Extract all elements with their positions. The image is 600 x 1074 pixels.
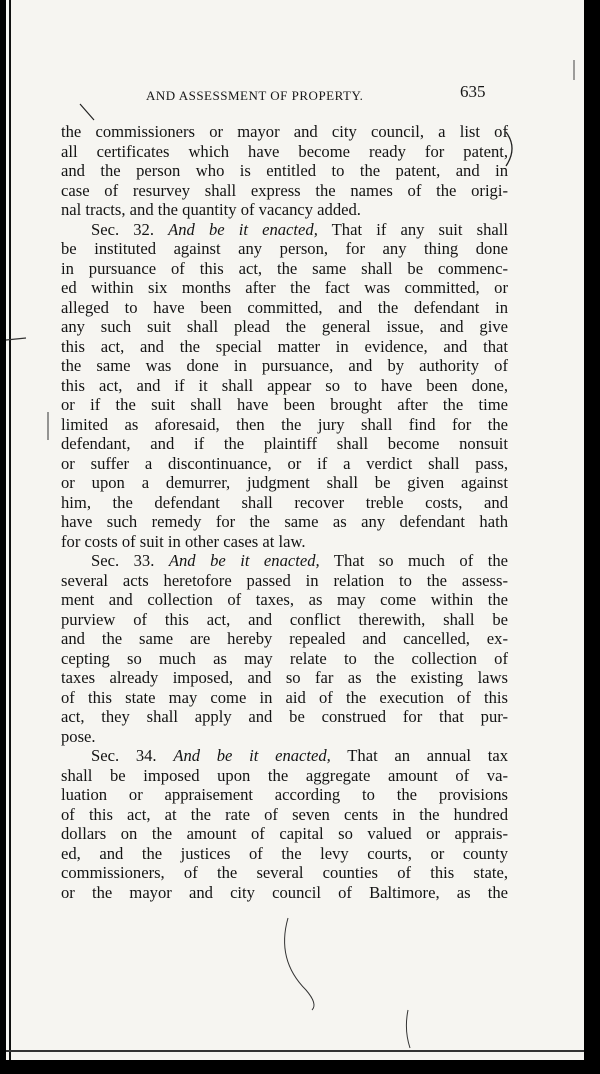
enacting-clause: And be it enacted,	[168, 551, 320, 570]
line-text: of this state may come in aid of the execution of this	[61, 687, 508, 707]
line-text: all certificates which have become ready for patent,	[61, 141, 508, 161]
margin-tick-left	[6, 338, 26, 340]
line-text: or upon a demurrer, judgment shall be given against	[61, 473, 508, 492]
line-text: or the mayor and city council of Baltimore, as the	[61, 882, 508, 902]
page-number: 635	[460, 82, 486, 101]
enacting-clause: And be it enacted,	[168, 219, 318, 239]
pen-mark-top	[80, 104, 94, 120]
line-text: purview of this act, and conflict therewith, shall be	[61, 609, 508, 629]
enacting-clause: And be it enacted,	[173, 746, 331, 765]
line-text: luation or appraisement according to the provisions	[61, 785, 508, 804]
line-text: act, they shall apply and be construed for that pur-	[61, 707, 508, 726]
line-text: the commissioners or mayor and city council, a list of	[61, 122, 508, 141]
line-text: nal tracts, and the quantity of vacancy added.	[61, 200, 361, 219]
line-text: taxes already imposed, and so far as the existing laws	[61, 668, 508, 687]
line-text: ed within six months after the fact was committed, or	[61, 278, 508, 297]
line-text: or suffer a discontinuance, or if a verdict shall pass,	[61, 453, 508, 473]
line-text: for costs of suit in other cases at law.	[61, 531, 306, 551]
line-text: case of resurvey shall express the names of the origi-	[61, 180, 508, 200]
line-text: several acts heretofore passed in relation to the assess-	[61, 570, 508, 590]
line-text: alleged to have been committed, and the defendant in	[61, 297, 508, 317]
section-number: Sec. 34.	[91, 746, 157, 765]
scan-marks	[6, 0, 584, 1060]
line-text: commissioners, of the several counties of this state,	[61, 863, 508, 882]
line-text: be instituted against any person, for any thing done	[61, 239, 508, 258]
line-text: have such remedy for the same as any defendant hath	[61, 512, 508, 531]
line-text: dollars on the amount of capital so valued or apprais-	[61, 824, 508, 843]
line-text: any such suit shall plead the general issue, and give	[61, 317, 508, 336]
line-text: defendant, and if the plaintiff shall become nonsuit	[61, 434, 508, 453]
line-text: That so much of the	[333, 551, 508, 570]
line-text: and the person who is entitled to the patent, and in	[61, 161, 508, 180]
section-number: Sec. 33.	[91, 551, 155, 570]
line-text: him, the defendant shall recover treble costs, and	[61, 492, 508, 512]
line-text: ed, and the justices of the levy courts, or county	[61, 843, 508, 863]
line-text: That an annual tax	[347, 746, 508, 765]
line-text: shall be imposed upon the aggregate amount of va-	[61, 765, 508, 785]
bracket-mark-right	[506, 132, 512, 166]
line-text: or if the suit shall have been brought after the time	[61, 395, 508, 414]
line-text: of this act, at the rate of seven cents in the hundred	[61, 804, 508, 824]
line-text: That if any suit shall	[331, 219, 508, 239]
line-text: pose.	[61, 726, 96, 746]
line-text: and the same are hereby repealed and cancelled, ex-	[61, 629, 508, 648]
line-text: ment and collection of taxes, as may come within the	[61, 590, 508, 609]
running-head: AND ASSESSMENT OF PROPERTY.	[146, 88, 364, 103]
line-text: this act, and the special matter in evidence, and that	[61, 336, 508, 356]
line-text: cepting so much as may relate to the collection of	[61, 648, 508, 668]
line-text: this act, and if it shall appear so to have been done,	[61, 375, 508, 395]
section-number: Sec. 32.	[91, 219, 154, 239]
pen-stroke-bottom-2	[406, 1010, 410, 1048]
line-text: the same was done in pursuance, and by authority of	[61, 356, 508, 375]
scanned-page	[6, 0, 584, 1060]
line-text: in pursuance of this act, the same shall be commenc-	[61, 258, 508, 278]
pen-stroke-bottom	[285, 918, 314, 1010]
page-bottom-edge	[6, 1050, 584, 1052]
line-text: limited as aforesaid, then the jury shall find for the	[61, 414, 508, 434]
